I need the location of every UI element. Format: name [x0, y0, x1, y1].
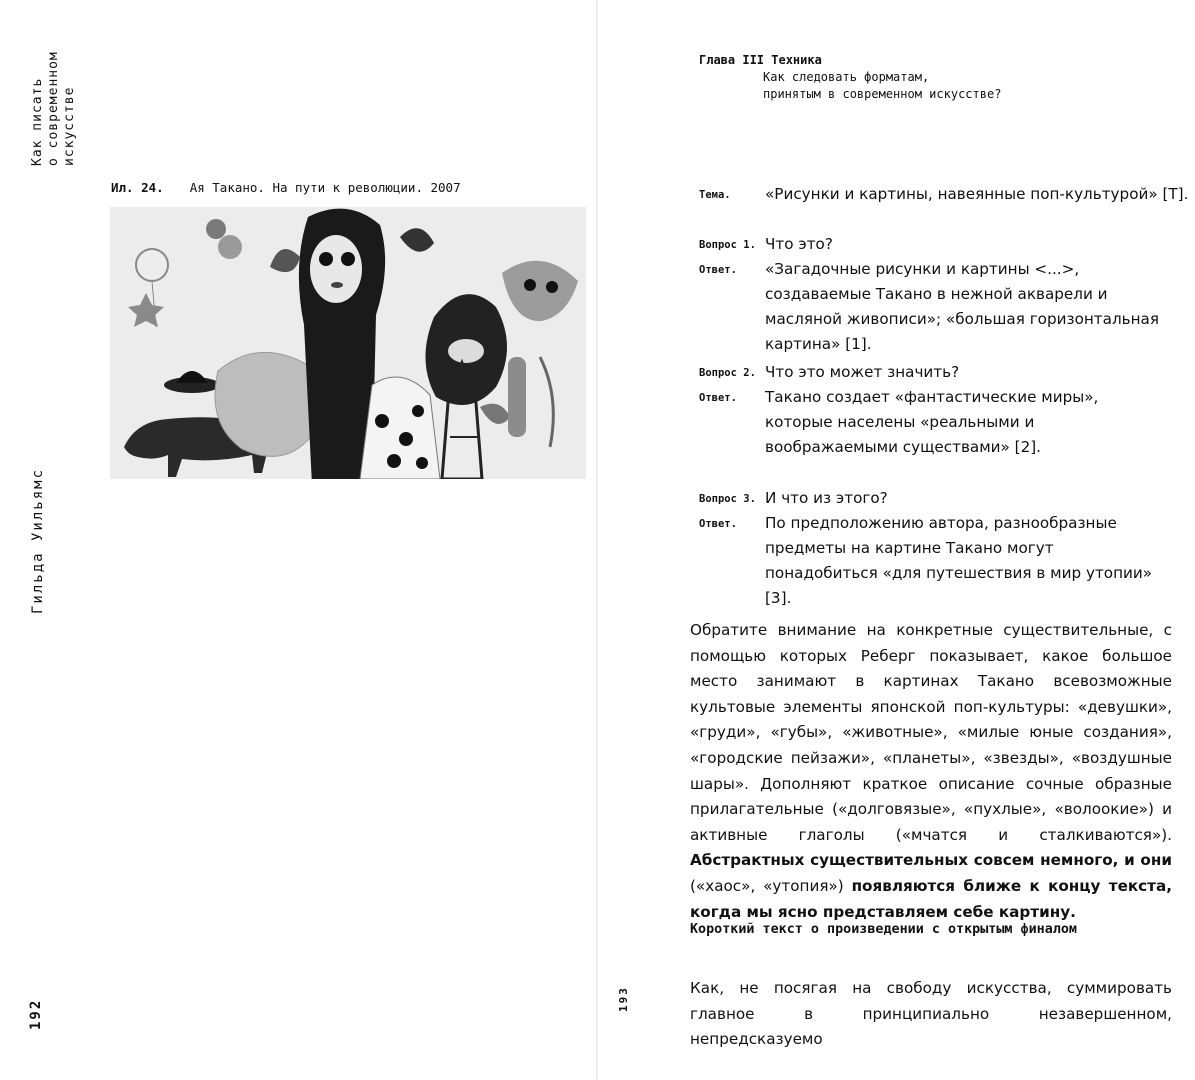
running-title-line-1: Как писать: [30, 77, 45, 166]
running-book-title: [30, 51, 78, 166]
qa-answer-1-label: Ответ.: [699, 264, 737, 276]
main-paragraph-text: Обратите внимание на конкретные существительные, с помощью которых Реберг показывает, какое большое место занимают в картинах Такано всевозможные культовые элементы японской поп-культуры: «девушки», «груди», «губы», «животные», «милые юные создания», «городские пейзажи», «планеты», «звезды», «воздушные шары». Дополняют краткое описание сочные образные прилагательные («долговязые», «пухлые», «волоокие») и активные глаголы («мчатся и сталкиваются»).: [690, 621, 1172, 844]
book-gutter: [596, 0, 598, 1080]
main-paragraph-bold-2: появляются ближе к концу текста, когда мы ясно представляем себе картину.: [690, 876, 1173, 921]
illustration-caption: [111, 180, 461, 195]
qa-theme: [699, 182, 1189, 207]
qa-question-3-label: Вопрос 3.: [699, 493, 756, 505]
qa-question-3-text: И что из этого?: [765, 489, 888, 507]
qa-block-3: [699, 486, 1169, 611]
page-number-left: 192: [28, 998, 44, 1030]
artwork-illustration: [110, 207, 586, 479]
caption-text: Ая Такано. На пути к революции. 2007: [189, 180, 461, 195]
running-title-line-2: о современном: [46, 51, 61, 166]
qa-answer-1-text: «Загадочные рисунки и картины <...>, создаваемые Такано в нежной акварели и масляной живописи»; «большая горизонтальная картина» [1].: [765, 260, 1159, 353]
qa-theme-text: «Рисунки и картины, навеянные поп-культурой» [Т].: [765, 185, 1189, 203]
chapter-subtitle-line-2: принятым в современном искусстве?: [763, 87, 1002, 101]
qa-block-2: [699, 360, 1169, 460]
chapter-title: Глава III Техника: [699, 53, 822, 67]
qa-question-2-text: Что это может значить?: [765, 363, 960, 381]
main-paragraph: [690, 618, 1172, 925]
section-subheading: Короткий текст о произведении с открытым финалом: [690, 922, 1077, 937]
qa-answer-3-label: Ответ.: [699, 518, 737, 530]
qa-answer-2-label: Ответ.: [699, 392, 737, 404]
running-author: Гильда Уильямс: [30, 467, 46, 614]
qa-block-1: [699, 232, 1169, 357]
qa-theme-label: Тема.: [699, 189, 731, 201]
qa-answer-2-text: Такано создает «фантастические миры», которые населены «реальными и воображаемыми существами» [2].: [765, 388, 1099, 456]
page-number-right: 193: [617, 986, 630, 1012]
chapter-header: [699, 52, 1001, 103]
qa-question-2-label: Вопрос 2.: [699, 367, 756, 379]
qa-question-1-label: Вопрос 1.: [699, 239, 756, 251]
main-paragraph-mid: («хаос», «утопия»): [690, 876, 844, 895]
artwork-drawing: [110, 207, 586, 479]
chapter-subtitle-line-1: Как следовать форматам,: [763, 70, 930, 84]
running-title-line-3: искусстве: [62, 86, 77, 166]
caption-label: Ил. 24.: [111, 180, 164, 195]
qa-question-1-text: Что это?: [765, 235, 833, 253]
closing-paragraph: Как, не посягая на свободу искусства, суммировать главное в принципиально незавершенном, непредсказуемо: [690, 979, 1172, 1049]
qa-answer-3-text: По предположению автора, разнообразные предметы на картине Такано могут понадобиться «для путешествия в мир утопии» [3].: [765, 514, 1153, 607]
main-paragraph-bold-1: Абстрактных существительных совсем немного, и они: [690, 851, 1172, 870]
